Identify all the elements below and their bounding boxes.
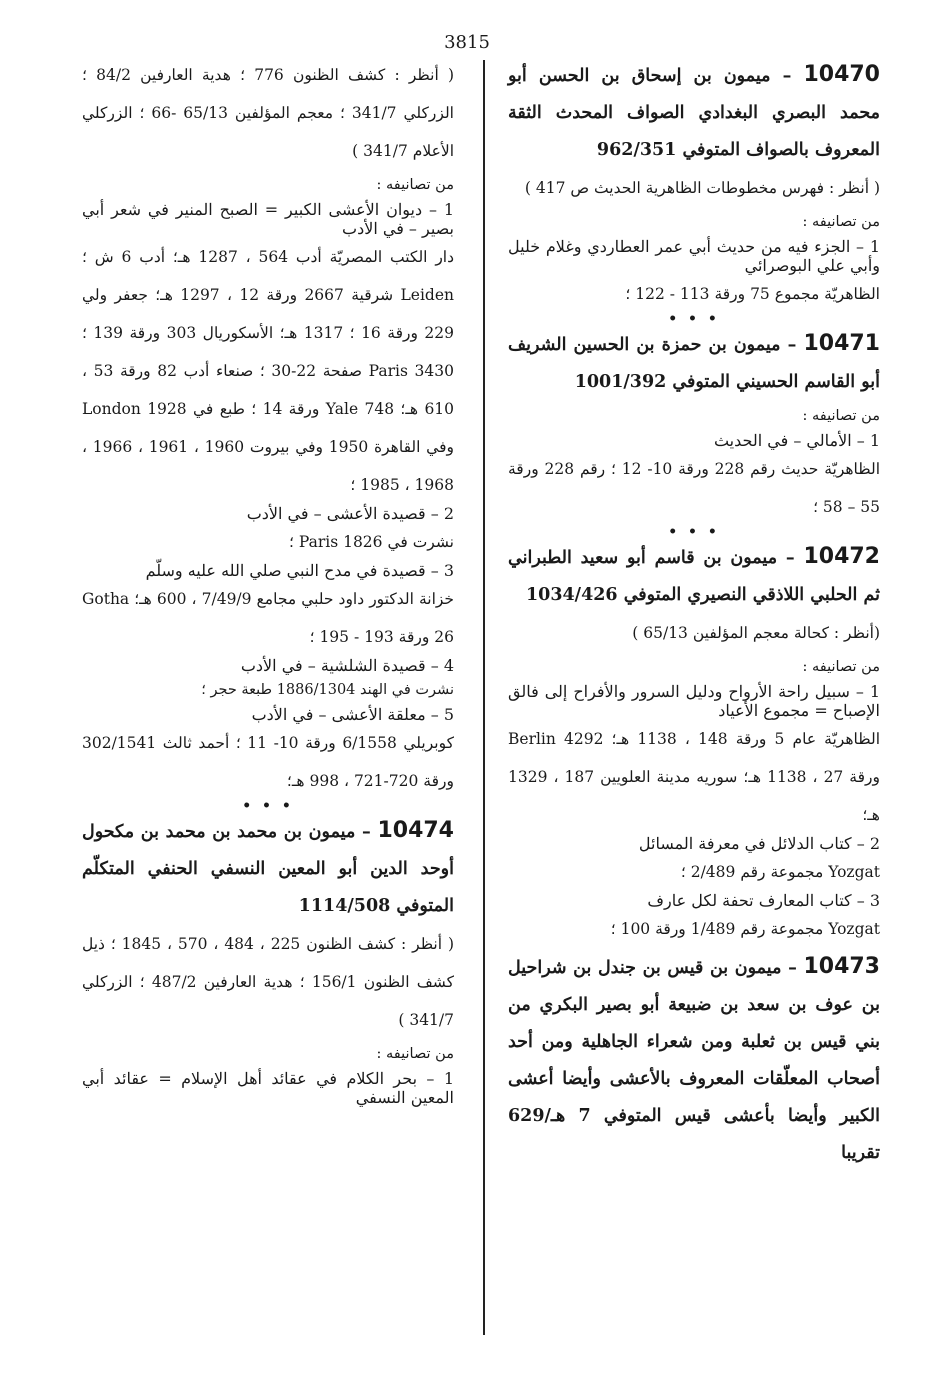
column-divider — [483, 60, 485, 1335]
source-reference — [508, 275, 880, 313]
subheading — [508, 207, 880, 237]
source-reference — [508, 720, 880, 834]
entry-number: 10474 — [377, 818, 454, 843]
paragraph-text: – ميمون بن محمد بن محمد بن مكحول أوحد الدين أبو المعين النسفي الحنفي المتكلّم المتوفي 1114/508 — [82, 822, 454, 916]
paragraph-text: كوبريلي 6/1558 ورقة 10- 11 ؛ أحمد ثالث 302/1541 ورقة 720-721 ، 998 هـ؛ — [82, 734, 454, 790]
entry-number: 10470 — [803, 62, 880, 87]
work-number: 3 — [869, 891, 880, 910]
work-title — [508, 834, 880, 853]
work-title — [508, 891, 880, 910]
paragraph-text: من تصانيفه : — [802, 659, 880, 675]
paragraph-text: – ميمون بن قاسم أبو سعيد الطبراني ثم الحلبي اللاذقي النصيري المتوفي 1034/426 — [508, 548, 880, 605]
page-number: 3815 — [444, 32, 490, 53]
subheading — [82, 1039, 454, 1069]
paragraph-text: • • • — [242, 798, 294, 814]
subheading — [508, 652, 880, 682]
work-title — [508, 237, 880, 275]
work-number: 2 — [443, 504, 454, 523]
paragraph-text: الظاهريّة مجموع 75 ورقة 113 - 122 ؛ — [625, 285, 880, 303]
source-reference — [82, 523, 454, 561]
work-title — [82, 200, 454, 238]
separator-dots — [82, 800, 454, 812]
source-reference — [82, 238, 454, 504]
paragraph-text: من تصانيفه : — [376, 1046, 454, 1062]
entry-heading — [82, 812, 454, 925]
paragraph-text: – معلقة الأعشى – في الأدب — [251, 705, 444, 724]
separator-dots — [508, 313, 880, 325]
paragraph-text: Yozgat مجموعة رقم 1/489 ورقة 100 ؛ — [610, 920, 880, 938]
source-reference — [82, 724, 454, 800]
work-number: 1 — [443, 1069, 454, 1088]
entry-heading — [508, 948, 880, 1172]
paragraph-text: – ديوان الأعشى الكبير = الصبح المنير في شعر أبي بصير – في الأدب — [82, 200, 454, 238]
work-number: 1 — [869, 431, 880, 450]
subheading — [82, 675, 454, 705]
entry-heading — [508, 56, 880, 169]
paragraph-text: – الأمالي – في الحديث — [713, 431, 870, 450]
source-reference — [508, 853, 880, 891]
work-number: 5 — [443, 705, 454, 724]
paragraph-text: – ميمون بن حمزة بن الحسين الشريف أبو القاسم الحسيني المتوفي 1001/392 — [508, 335, 880, 392]
paragraph-text: – قصيدة في مدح النبي صلي الله عليه وسلّم — [145, 561, 444, 580]
paragraph-text: Yozgat مجموعة رقم 2/489 ؛ — [680, 863, 880, 881]
left-column — [82, 56, 454, 1107]
work-title — [82, 504, 454, 523]
paragraph-text: – ميمون بن قيس بن جندل بن شراحيل بن عوف بن سعد بن ضبيعة أبو بصير البكري من بني قيس بن ثعلبة ومن شعراء الجاهلية ومن أحد أصحاب المعلّقات المعروف بالأعشى وأيضا أعشى الكبير وأيضا بأعشى قيس المتوفي 7 هـ/629 تقريبا — [508, 958, 880, 1163]
work-number: 1 — [869, 237, 880, 256]
paragraph-text: ( أنظر : كشف الظنون 776 ؛ هدية العارفين 84/2 ؛ الزركلي 341/7 ؛ معجم المؤلفين 65/13 -66 ؛ الزركلي الأعلام 341/7 ) — [82, 66, 455, 160]
source-reference — [82, 925, 454, 1039]
work-number: 4 — [443, 656, 454, 675]
paragraph-text: – بحر الكلام في عقائد أهل الإسلام = عقائد أبي المعين النسفي — [82, 1069, 454, 1107]
source-reference — [82, 56, 454, 170]
source-reference — [508, 169, 880, 207]
source-reference — [508, 450, 880, 526]
work-number: 3 — [443, 561, 454, 580]
work-title — [82, 656, 454, 675]
paragraph-text: – كتاب المعارف تحفة لكل عارف — [647, 891, 870, 910]
separator-dots — [508, 526, 880, 538]
work-number: 1 — [869, 682, 880, 701]
paragraph-text: من تصانيفه : — [802, 214, 880, 230]
work-title — [82, 1069, 454, 1107]
paragraph-text: من تصانيفه : — [376, 177, 454, 193]
entry-number: 10473 — [803, 954, 880, 979]
paragraph-text: • • • — [668, 524, 720, 540]
entry-heading — [508, 325, 880, 401]
paragraph-text: – قصيدة الأعشى – في الأدب — [246, 504, 444, 523]
subheading — [508, 401, 880, 431]
paragraph-text: – سبيل راحة الأرواح ودليل السرور والأفراح إلى فالق الإصباح = مجموع الأعياد — [508, 682, 880, 720]
work-title — [82, 705, 454, 724]
subheading — [82, 170, 454, 200]
paragraph-text: – قصيدة الشلشية – في الأدب — [240, 656, 444, 675]
entry-number: 10472 — [803, 544, 880, 569]
work-number: 1 — [443, 200, 454, 219]
paragraph-text: – ميمون بن إسحاق بن الحسن أبو محمد البصري البغدادي الصواف المحدث الثقة المعروف بالصواف المتوفي 962/351 — [508, 66, 880, 160]
right-column — [508, 56, 880, 1172]
paragraph-text: الظاهريّة عام 5 ورقة 148 ، 1138 هـ؛ Berlin 4292 ورقة 27 ، 1138 هـ؛ سوريه مدينة العلويين 187 ، 1329 هـ؛ — [508, 730, 881, 824]
paragraph-text: من تصانيفه : — [802, 408, 880, 424]
paragraph-text: (أنظر : كحالة معجم المؤلفين 65/13 ) — [632, 624, 880, 642]
work-title — [82, 561, 454, 580]
work-title — [508, 682, 880, 720]
paragraph-text: الظاهريّة حديث رقم 228 ورقة 10- 12 ؛ رقم 228 ورقة 55 – 58 ؛ — [508, 460, 881, 516]
paragraph-text: خزانة الدكتور داود حلبي مجامع 7/49/9 ، 600 هـ؛ Gotha 26 ورقة 193 - 195 ؛ — [82, 590, 455, 646]
paragraph-text: ( أنظر : كشف الظنون 225 ، 484 ، 570 ، 1845 ؛ ذيل كشف الظنون 156/1 ؛ هدية العارفين 487/2 ؛ الزركلي 341/7 ) — [82, 935, 455, 1029]
work-number: 2 — [869, 834, 880, 853]
source-reference — [508, 614, 880, 652]
paragraph-text: ( أنظر : فهرس مخطوطات الظاهرية الحديث ص 417 ) — [524, 179, 880, 197]
paragraph-text: – الجزء فيه من حديث أبي عمر العطاردي وغلام خليل وأبي علي البوصرائي — [508, 237, 880, 275]
paragraph-text: نشرت في الهند 1886/1304 طبعة حجر ؛ — [201, 682, 454, 698]
source-reference — [508, 910, 880, 948]
entry-number: 10471 — [803, 331, 880, 356]
source-reference — [82, 580, 454, 656]
paragraph-text: نشرت في Paris 1826 ؛ — [289, 533, 454, 551]
paragraph-text: – كتاب الدلائل في معرفة المسائل — [638, 834, 870, 853]
entry-heading — [508, 538, 880, 614]
paragraph-text: • • • — [668, 311, 720, 327]
work-title — [508, 431, 880, 450]
paragraph-text: دار الكتب المصريّة أدب 564 ، 1287 هـ؛ أدب 6 ش ؛ Leiden شرقية 2667 ورقة 12 ، 1297 هـ؛ جعفر ولي 229 ورقة 16 ؛ 1317 هـ؛ الأسكوريال 303 ورقة 139 ؛ Paris 3430 صفحة 22-30 ؛ صنعاء أدب 82 ورقة 53 ، 610 هـ؛ Yale 748 ورقة 14 ؛ طبع في London 1928 وفي القاهرة 1950 وفي بيروت 1960 ، 1961 ، 1966 ، 1968 ، 1985 ؛ — [82, 248, 455, 494]
